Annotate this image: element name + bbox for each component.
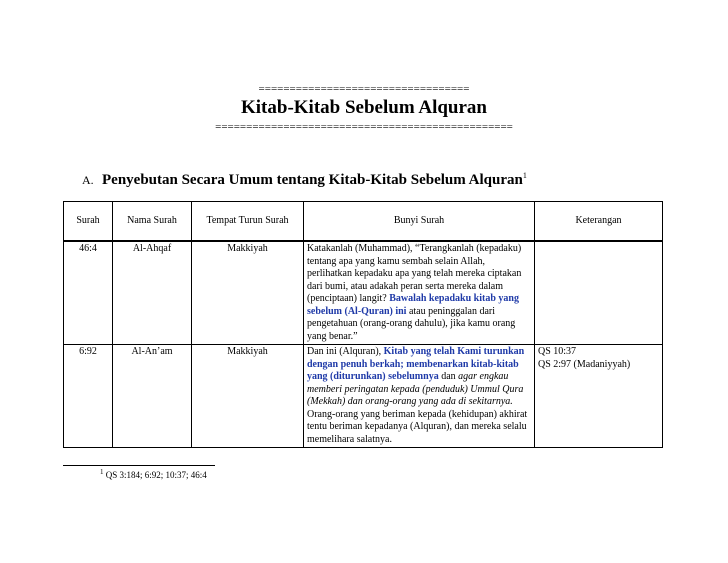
- title-rule-bottom: ================================================: [215, 121, 513, 133]
- table-row: [64, 241, 663, 345]
- title-rule-top: ==================================: [258, 83, 470, 95]
- cell-surah: 46:4: [64, 241, 113, 345]
- column-header: Bunyi Surah: [304, 202, 535, 242]
- cell-bunyi-surah: [304, 345, 535, 448]
- cell-nama-surah: Al-An’am: [113, 345, 192, 448]
- section-heading: [82, 171, 527, 189]
- bunyi-text: dan: [441, 371, 456, 382]
- table-header-row: [64, 202, 663, 242]
- bunyi-text: Orang-orang yang beriman kepada (kehidupan) akhirat tentu beriman kepadanya (Alquran), dan mereka selalu memelihara salatnya.: [307, 408, 528, 445]
- footnote-text: QS 3:184; 6:92; 10:37; 46:4: [105, 470, 207, 480]
- cell-tempat-turun: Makkiyah: [192, 345, 304, 448]
- column-header: Nama Surah: [113, 202, 192, 242]
- column-header: Tempat Turun Surah: [192, 202, 304, 242]
- table-row: [64, 345, 663, 448]
- footnote-divider: [63, 465, 215, 466]
- page-title: Kitab-Kitab Sebelum Alquran: [241, 97, 487, 118]
- section-letter: A.: [82, 173, 94, 187]
- footnote: [100, 468, 207, 480]
- section-title: Penyebutan Secara Umum tentang Kitab-Kitab Sebelum Alquran: [102, 172, 523, 188]
- cell-keterangan: [535, 345, 663, 448]
- keterangan-line: QS 10:37: [538, 346, 577, 357]
- bunyi-highlight: Bawalah kepadaku kitab yang sebelum (Al-Quran) ini: [307, 293, 519, 317]
- cell-tempat-turun: Makkiyah: [192, 241, 304, 345]
- bunyi-text: atau peninggalan dari pengetahuan (orang-orang dahulu), jika kamu orang yang benar.”: [307, 305, 516, 342]
- cell-keterangan: [535, 241, 663, 345]
- footnote-number: 1: [100, 468, 104, 476]
- surah-table: [63, 201, 663, 448]
- bunyi-text: Dan ini (Alquran),: [307, 346, 382, 357]
- column-header: Surah: [64, 202, 113, 242]
- bunyi-italic: agar engkau memberi peringatan kepada (penduduk) Ummul Qura (Mekkah) dan orang-orang yang ada di sekitarnya.: [307, 371, 524, 407]
- cell-bunyi-surah: [304, 241, 535, 345]
- bunyi-highlight: Kitab yang telah Kami turunkan dengan penuh berkah; membenarkan kitab-kitab yang (diturunkan) sebelumnya: [307, 346, 525, 382]
- keterangan-line: QS 2:97 (Madaniyyah): [538, 358, 631, 370]
- bunyi-text: Katakanlah (Muhammad), “Terangkanlah (kepadaku) tentang apa yang kamu sembah selain Allah, perlihatkan kepadaku apa yang telah mereka ciptakan dari bumi, atau adakah peran serta mereka dalam (penciptaan) langit?: [307, 243, 522, 304]
- cell-nama-surah: Al-Ahqaf: [113, 241, 192, 345]
- cell-surah: 6:92: [64, 345, 113, 448]
- column-header: Keterangan: [535, 202, 663, 242]
- footnote-ref[interactable]: 1: [522, 171, 527, 180]
